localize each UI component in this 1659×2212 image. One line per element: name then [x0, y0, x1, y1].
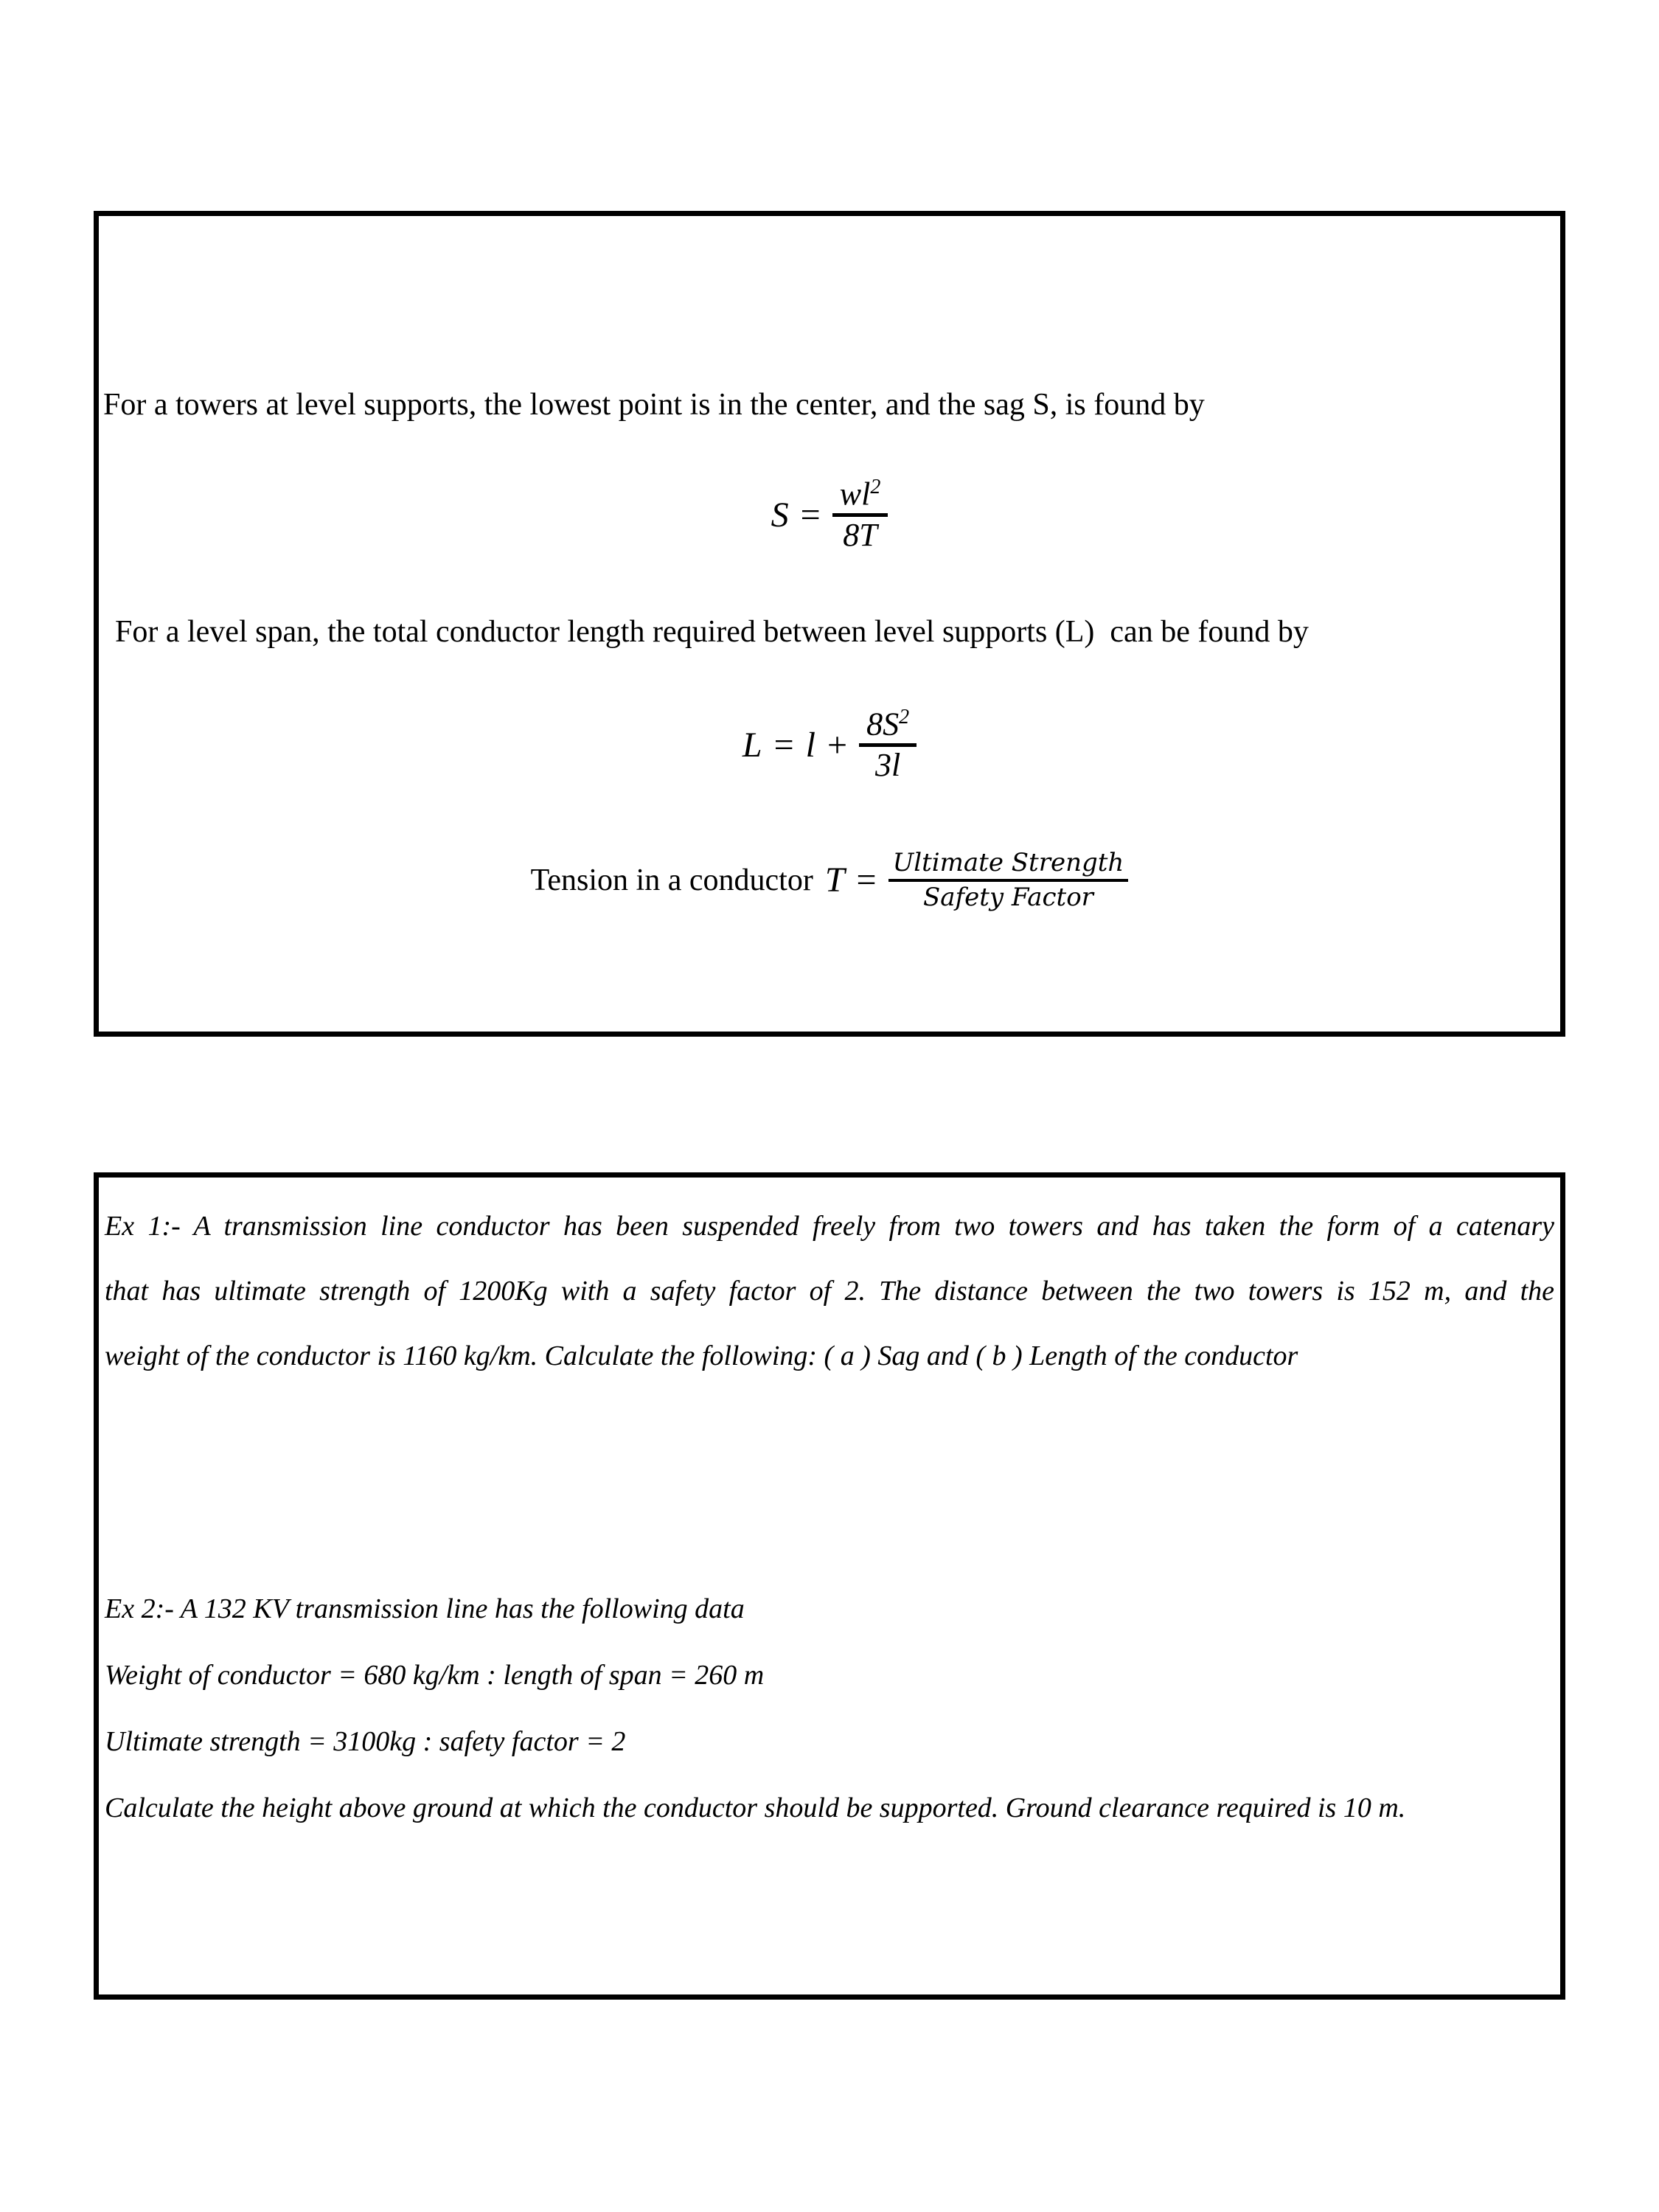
length-numerator-base: 8S — [866, 706, 900, 742]
example-1-line-3: weight of the conductor is 1160 kg/km. Calculate the following: ( a ) Sag and ( b ) Length of the conductor — [105, 1340, 1298, 1371]
length-formula-lhs: L — [742, 725, 762, 765]
tension-formula-label: Tension in a conductor — [530, 863, 813, 897]
sag-formula-numerator — [832, 476, 888, 513]
example-2 — [105, 1576, 1554, 1841]
sag-formula — [99, 476, 1560, 554]
length-formula-equals: = — [773, 725, 794, 765]
tension-formula — [99, 847, 1560, 913]
example-2-line-2: Weight of conductor = 680 kg/km : length of span = 260 m — [105, 1660, 765, 1691]
examples-box — [94, 1172, 1565, 2000]
sag-formula-fraction — [832, 476, 888, 554]
formulas-box — [94, 211, 1565, 1037]
example-1-line-1: Ex 1:- A transmission line conductor has been suspended freely from two towers and has taken the form of a catenary — [105, 1211, 1554, 1242]
tension-formula-numerator: Ultimate Strength — [892, 848, 1124, 877]
tension-formula-variable: T — [824, 860, 845, 900]
tension-formula-equals: = — [856, 860, 877, 900]
tension-formula-fraction — [888, 847, 1129, 913]
example-1 — [105, 1194, 1554, 1388]
example-1-line-2: that has ultimate strength of 1200Kg with a safety factor of 2. The distance between the two towers is 152 m, and the — [105, 1276, 1554, 1307]
length-formula-numerator — [859, 706, 917, 743]
sag-intro-paragraph: For a towers at level supports, the lowest point is in the center, and the sag S, is found by — [103, 388, 1205, 422]
length-formula — [99, 706, 1560, 785]
example-2-line-4: Calculate the height above ground at which the conductor should be supported. Ground clearance required is 10 m. — [105, 1792, 1406, 1823]
sag-formula-lhs: S — [771, 495, 789, 535]
length-intro-paragraph: For a level span, the total conductor length required between level supports (L) can be found by — [115, 615, 1309, 649]
sag-numerator-base: wl — [839, 476, 871, 512]
example-2-line-3: Ultimate strength = 3100kg : safety factor = 2 — [105, 1726, 626, 1757]
length-formula-fraction — [859, 706, 917, 785]
length-numerator-exponent: 2 — [899, 706, 910, 728]
sag-formula-equals: = — [800, 495, 821, 535]
tension-formula-denominator: Safety Factor — [922, 882, 1093, 912]
sag-formula-denominator: 8T — [843, 517, 877, 554]
sag-numerator-exponent: 2 — [870, 476, 881, 498]
length-formula-denominator: 3l — [874, 747, 901, 784]
length-formula-rhs-var: l — [805, 725, 816, 765]
length-formula-plus: + — [827, 725, 848, 765]
example-2-line-1: Ex 2:- A 132 KV transmission line has the following data — [105, 1593, 745, 1624]
